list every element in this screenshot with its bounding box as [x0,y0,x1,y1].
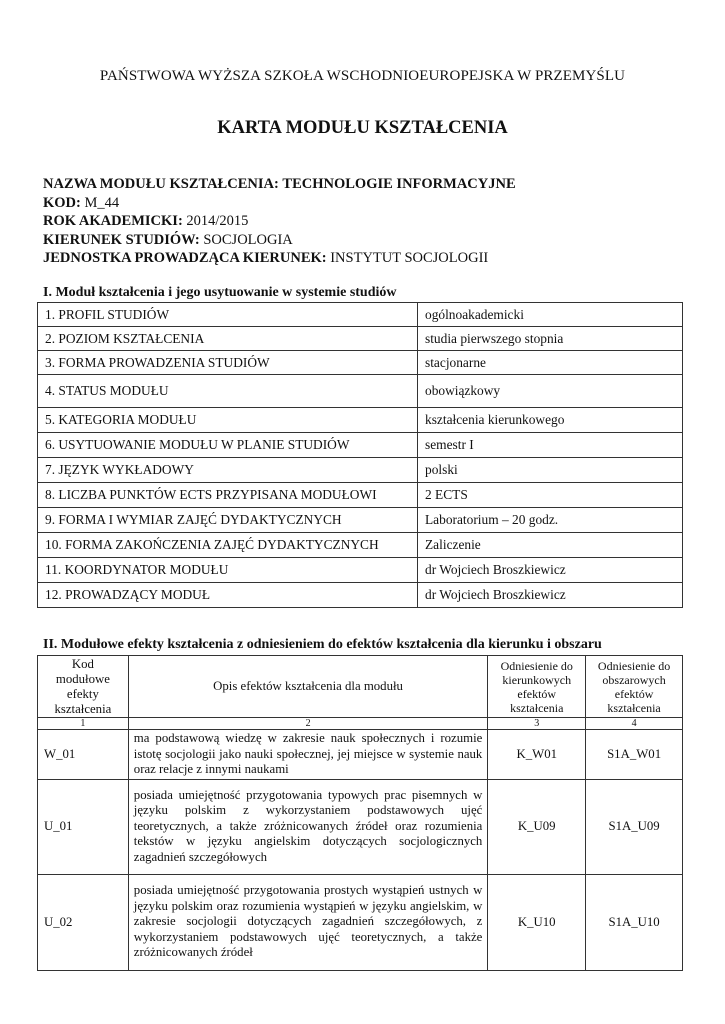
field-reference: K_W01 [488,730,586,780]
unit-line [43,249,693,268]
section2-title: II. Modułowe efekty kształcenia z odniesieniem do efektów kształcenia dla kierunku i obszaru [43,637,602,652]
header-description: Opis efektów kształcenia dla modułu [128,656,488,718]
code-label: KOD: [43,194,81,211]
module-name-line [43,175,693,194]
unit-label: JEDNOSTKA PROWADZĄCA KIERUNEK: [43,250,327,266]
code-value: M_44 [84,194,120,211]
table-row [38,458,683,483]
outcome-code: U_01 [38,779,129,874]
row-label: 7. JĘZYK WYKŁADOWY [38,458,418,483]
year-label: ROK AKADEMICKI: [43,213,183,229]
row-value: ogólnoakademicki [418,303,683,327]
year-value: 2014/2015 [186,213,249,229]
row-value: 2 ECTS [418,483,683,508]
table-row [38,351,683,375]
header-code: Kod modułowe efekty kształcenia [38,656,129,718]
table-row [38,730,683,780]
row-value: kształcenia kierunkowego [418,408,683,433]
outcome-code: U_02 [38,874,129,970]
row-label: 12. PROWADZĄCY MODUŁ [38,583,418,608]
column-number: 3 [488,718,586,730]
section1-title: I. Moduł kształcenia i jego usytuowanie w systemie studiów [43,285,397,300]
table-row [38,375,683,408]
row-value: polski [418,458,683,483]
outcome-description: posiada umiejętność przygotowania typowych prac pisemnych w języku polskim z wykorzystaniem podstawowych ujęć teoretycznych, a także zróżnicowanych źródeł oraz rozumienia tekstów w języku angielskim dotyczących socjologicznych zagadnień szczegółowych [128,779,488,874]
row-label: 3. FORMA PROWADZENIA STUDIÓW [38,351,418,375]
year-line [43,212,693,231]
column-number: 2 [128,718,488,730]
field-value: SOCJOLOGIA [203,231,293,248]
table-row [38,433,683,458]
row-label: 5. KATEGORIA MODUŁU [38,408,418,433]
table-row [38,874,683,970]
module-name-label: NAZWA MODUŁU KSZTAŁCENIA: [43,176,279,192]
table-row [38,303,683,327]
outcome-description: posiada umiejętność przygotowania prostych wystąpień ustnych w języku polskim oraz rozumienia wystąpień w języku angielskim, w zakresie socjologii dotyczących zagadnień szczegółowych, z wykorzystaniem podstawowych ujęć teoretycznych, a także zróżnicowanych źródeł [128,874,488,970]
module-metadata [43,175,693,268]
module-placement-table [37,302,683,608]
table-row [38,408,683,433]
table-row [38,533,683,558]
column-number: 1 [38,718,129,730]
table-row [38,483,683,508]
module-name-value: TECHNOLOGIE INFORMACYJNE [282,176,516,192]
column-number: 4 [586,718,683,730]
table-header-row [38,656,683,718]
row-value: obowiązkowy [418,375,683,408]
header-area-reference: Odniesienie do obszarowych efektów kształcenia [586,656,683,718]
field-reference: K_U10 [488,874,586,970]
area-reference: S1A_U10 [586,874,683,970]
table-row [38,508,683,533]
code-line [43,194,693,213]
institution-name: PAŃSTWOWA WYŻSZA SZKOŁA WSCHODNIOEUROPEJSKA W PRZEMYŚLU [99,68,626,84]
row-value: dr Wojciech Broszkiewicz [418,558,683,583]
area-reference: S1A_U09 [586,779,683,874]
row-label: 1. PROFIL STUDIÓW [38,303,418,327]
row-value: studia pierwszego stopnia [418,327,683,351]
row-value: dr Wojciech Broszkiewicz [418,583,683,608]
table-row [38,779,683,874]
row-label: 8. LICZBA PUNKTÓW ECTS PRZYPISANA MODUŁOWI [38,483,418,508]
row-label: 2. POZIOM KSZTAŁCENIA [38,327,418,351]
table-row [38,583,683,608]
row-label: 10. FORMA ZAKOŃCZENIA ZAJĘĆ DYDAKTYCZNYCH [38,533,418,558]
outcome-description: ma podstawową wiedzę w zakresie nauk społecznych i rozumie istotę socjologii jako nauki społecznej, jej miejsce w systemie nauk oraz relacje z innymi naukami [128,730,488,780]
learning-outcomes-table [37,655,683,971]
document-title: KARTA MODUŁU KSZTAŁCENIA [217,118,508,138]
unit-value: INSTYTUT SOCJOLOGII [330,250,489,266]
column-number-row [38,718,683,730]
row-value: semestr I [418,433,683,458]
row-value: Zaliczenie [418,533,683,558]
header-field-reference: Odniesienie do kierunkowych efektów kształcenia [488,656,586,718]
row-value: Laboratorium – 20 godz. [418,508,683,533]
field-line [43,231,693,250]
table-row [38,558,683,583]
row-label: 4. STATUS MODUŁU [38,375,418,408]
row-label: 9. FORMA I WYMIAR ZAJĘĆ DYDAKTYCZNYCH [38,508,418,533]
row-label: 6. USYTUOWANIE MODUŁU W PLANIE STUDIÓW [38,433,418,458]
field-reference: K_U09 [488,779,586,874]
row-label: 11. KOORDYNATOR MODUŁU [38,558,418,583]
row-value: stacjonarne [418,351,683,375]
area-reference: S1A_W01 [586,730,683,780]
field-label: KIERUNEK STUDIÓW: [43,231,200,248]
table-row [38,327,683,351]
outcome-code: W_01 [38,730,129,780]
